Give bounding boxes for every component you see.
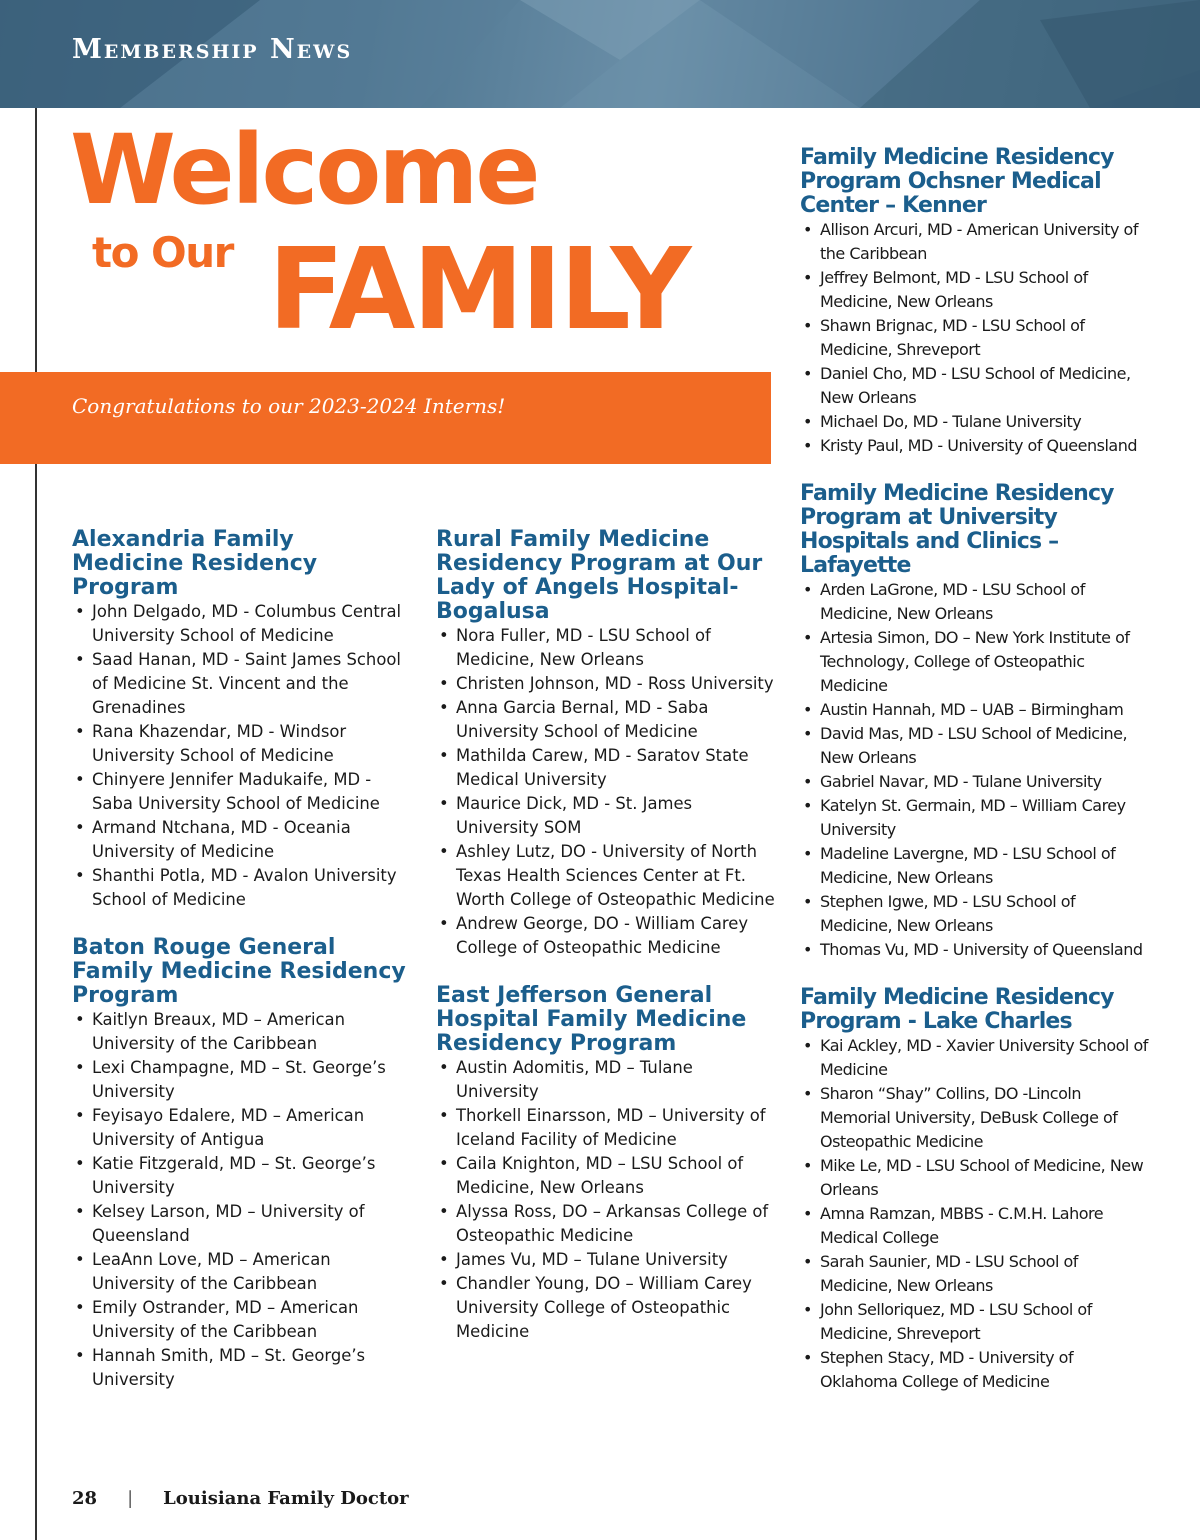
column-left xyxy=(72,528,412,1416)
list-item: • Allison Arcuri, MD - American University of the Caribbean xyxy=(800,218,1150,266)
program-section xyxy=(800,146,1150,458)
list-item: • Daniel Cho, MD - LSU School of Medicine, New Orleans xyxy=(800,362,1150,410)
list-item: • Alyssa Ross, DO – Arkansas College of Osteopathic Medicine xyxy=(436,1200,776,1248)
list-item: • Kai Ackley, MD - Xavier University School of Medicine xyxy=(800,1034,1150,1082)
page-footer xyxy=(72,1485,409,1511)
list-item: • Kristy Paul, MD - University of Queensland xyxy=(800,434,1150,458)
list-item: • John Delgado, MD - Columbus Central University School of Medicine xyxy=(72,600,412,648)
list-item: • Katelyn St. Germain, MD – William Carey University xyxy=(800,794,1150,842)
congratulations-bar xyxy=(0,372,771,464)
list-item: • Michael Do, MD - Tulane University xyxy=(800,410,1150,434)
headline-welcome: Welcome xyxy=(70,114,538,226)
list-item: • Amna Ramzan, MBBS - C.M.H. Lahore Medical College xyxy=(800,1202,1150,1250)
list-item: • Sharon “Shay” Collins, DO -Lincoln Memorial University, DeBusk College of Osteopathic Medicine xyxy=(800,1082,1150,1154)
list-item: • David Mas, MD - LSU School of Medicine, New Orleans xyxy=(800,722,1150,770)
program-title: Family Medicine Residency Program at University Hospitals and Clinics – Lafayette xyxy=(800,481,1114,578)
list-item: • Arden LaGrone, MD - LSU School of Medicine, New Orleans xyxy=(800,578,1150,626)
program-title: Rural Family Medicine Residency Program at Our Lady of Angels Hospital-Bogalusa xyxy=(436,527,763,624)
list-item: • Emily Ostrander, MD – American University of the Caribbean xyxy=(72,1296,412,1344)
intern-list xyxy=(800,1034,1150,1394)
list-item: • Gabriel Navar, MD - Tulane University xyxy=(800,770,1150,794)
list-item: • Mike Le, MD - LSU School of Medicine, New Orleans xyxy=(800,1154,1150,1202)
list-item: • Thorkell Einarsson, MD – University of Iceland Facility of Medicine xyxy=(436,1104,776,1152)
list-item: • Chandler Young, DO – William Carey University College of Osteopathic Medicine xyxy=(436,1272,776,1344)
list-item: • Maurice Dick, MD - St. James University SOM xyxy=(436,792,776,840)
program-title: East Jefferson General Hospital Family Medicine Residency Program xyxy=(436,983,747,1056)
list-item: • Madeline Lavergne, MD - LSU School of Medicine, New Orleans xyxy=(800,842,1150,890)
list-item: • Christen Johnson, MD - Ross University xyxy=(436,672,776,696)
list-item: • Andrew George, DO - William Carey College of Osteopathic Medicine xyxy=(436,912,776,960)
program-section xyxy=(436,984,776,1344)
congratulations-text: Congratulations to our 2023-2024 Interns! xyxy=(72,394,506,418)
list-item: • Mathilda Carew, MD - Saratov State Medical University xyxy=(436,744,776,792)
program-section xyxy=(72,936,412,1392)
list-item: • Feyisayo Edalere, MD – American University of Antigua xyxy=(72,1104,412,1152)
intern-list xyxy=(72,1008,412,1392)
list-item: • LeaAnn Love, MD – American University of the Caribbean xyxy=(72,1248,412,1296)
list-item: • Nora Fuller, MD - LSU School of Medicine, New Orleans xyxy=(436,624,776,672)
program-section xyxy=(436,528,776,960)
list-item: • Thomas Vu, MD - University of Queensland xyxy=(800,938,1150,962)
column-middle xyxy=(436,528,776,1368)
list-item: • Sarah Saunier, MD - LSU School of Medicine, New Orleans xyxy=(800,1250,1150,1298)
intern-list xyxy=(436,1056,776,1344)
program-title: Alexandria Family Medicine Residency Program xyxy=(72,527,318,600)
headline-to-our: to Our xyxy=(92,228,233,277)
publication-name: Louisiana Family Doctor xyxy=(163,1487,409,1509)
list-item: • Ashley Lutz, DO - University of North Texas Health Sciences Center at Ft. Worth College of Osteopathic Medicine xyxy=(436,840,776,912)
program-section xyxy=(800,482,1150,962)
list-item: • Shawn Brignac, MD - LSU School of Medicine, Shreveport xyxy=(800,314,1150,362)
list-item: • Hannah Smith, MD – St. George’s University xyxy=(72,1344,412,1392)
program-section xyxy=(72,528,412,912)
list-item: • Armand Ntchana, MD - Oceania University of Medicine xyxy=(72,816,412,864)
list-item: • Caila Knighton, MD – LSU School of Medicine, New Orleans xyxy=(436,1152,776,1200)
list-item: • Lexi Champagne, MD – St. George’s University xyxy=(72,1056,412,1104)
program-title: Family Medicine Residency Program - Lake Charles xyxy=(800,985,1114,1034)
list-item: • John Selloriquez, MD - LSU School of Medicine, Shreveport xyxy=(800,1298,1150,1346)
headline-family: FAMILY xyxy=(268,225,689,355)
list-item: • Anna Garcia Bernal, MD - Saba University School of Medicine xyxy=(436,696,776,744)
list-item: • Stephen Stacy, MD - University of Oklahoma College of Medicine xyxy=(800,1346,1150,1394)
list-item: • Kaitlyn Breaux, MD – American University of the Caribbean xyxy=(72,1008,412,1056)
list-item: • Rana Khazendar, MD - Windsor University School of Medicine xyxy=(72,720,412,768)
intern-list xyxy=(436,624,776,960)
list-item: • Chinyere Jennifer Madukaife, MD - Saba University School of Medicine xyxy=(72,768,412,816)
list-item: • Kelsey Larson, MD – University of Queensland xyxy=(72,1200,412,1248)
list-item: • Austin Adomitis, MD – Tulane University xyxy=(436,1056,776,1104)
program-section xyxy=(800,986,1150,1394)
list-item: • Katie Fitzgerald, MD – St. George’s University xyxy=(72,1152,412,1200)
list-item: • Artesia Simon, DO – New York Institute of Technology, College of Osteopathic Medicine xyxy=(800,626,1150,698)
page-number: 28 xyxy=(72,1487,98,1509)
left-rule xyxy=(35,108,37,1540)
column-right xyxy=(800,146,1150,1418)
list-item: • Shanthi Potla, MD - Avalon University School of Medicine xyxy=(72,864,412,912)
list-item: • Austin Hannah, MD – UAB – Birmingham xyxy=(800,698,1150,722)
program-title: Family Medicine Residency Program Ochsner Medical Center – Kenner xyxy=(800,145,1114,218)
intern-list xyxy=(800,218,1150,458)
list-item: • Saad Hanan, MD - Saint James School of Medicine St. Vincent and the Grenadines xyxy=(72,648,412,720)
footer-separator: | xyxy=(127,1487,134,1509)
intern-list xyxy=(72,600,412,912)
intern-list xyxy=(800,578,1150,962)
section-title: Membership News xyxy=(72,34,353,65)
list-item: • Jeffrey Belmont, MD - LSU School of Medicine, New Orleans xyxy=(800,266,1150,314)
header-banner xyxy=(0,0,1200,108)
list-item: • James Vu, MD – Tulane University xyxy=(436,1248,776,1272)
program-title: Baton Rouge General Family Medicine Residency Program xyxy=(72,935,406,1008)
list-item: • Stephen Igwe, MD - LSU School of Medicine, New Orleans xyxy=(800,890,1150,938)
